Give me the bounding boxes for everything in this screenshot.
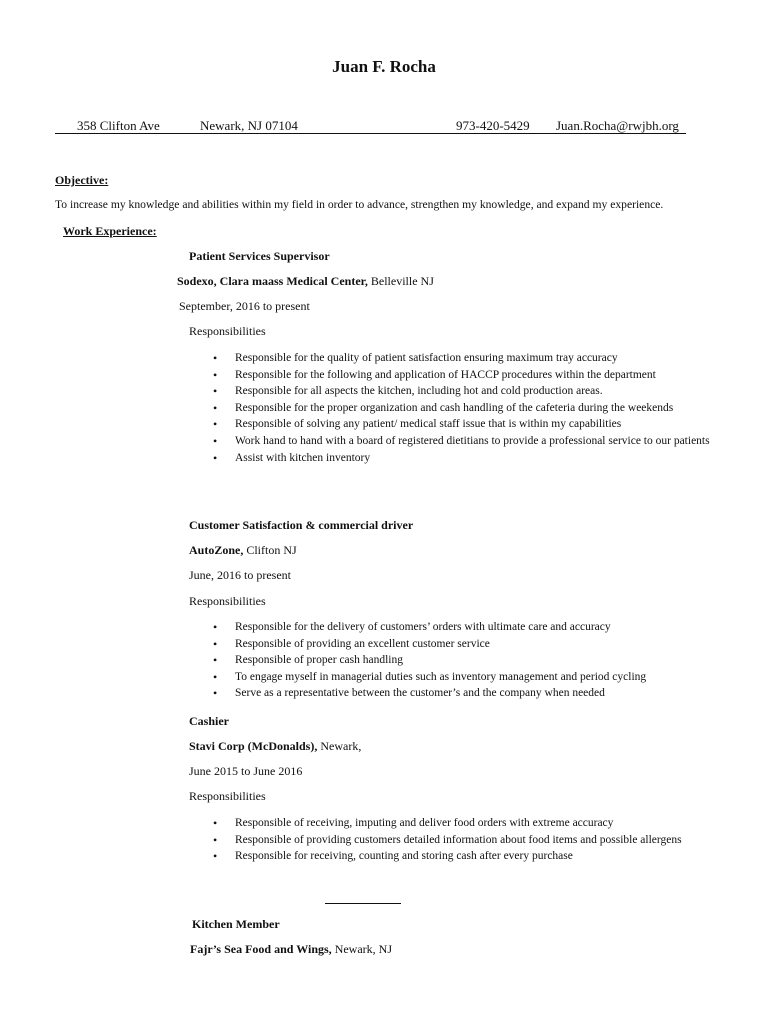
list-item: • Responsible for the quality of patient satisfaction ensuring maximum tray accuracy (213, 350, 714, 367)
list-item: • Responsible of providing an excellent customer service (213, 636, 723, 653)
job-employer: Sodexo, Clara maass Medical Center, (177, 274, 368, 288)
list-item: • Responsible of proper cash handling (213, 652, 723, 669)
resume-name: Juan F. Rocha (332, 57, 436, 76)
list-item: • Responsible for all aspects the kitchen, including hot and cold production areas. (213, 383, 714, 400)
list-item: • Responsible of solving any patient/ medical staff issue that is within my capabilities (213, 416, 714, 433)
list-item: • Responsible for the proper organization and cash handling of the cafeteria during the weekends (213, 400, 714, 417)
job-location: Newark, (317, 739, 362, 753)
list-item: • Responsible for the delivery of customers’ orders with ultimate care and accuracy (213, 619, 723, 636)
list-item: • Work hand to hand with a board of registered dietitians to provide a professional service to our patients (213, 433, 714, 450)
contact-street: 358 Clifton Ave (77, 118, 160, 133)
job-title: Cashier (189, 714, 229, 728)
list-item: • Responsible for receiving, counting and storing cash after every purchase (213, 848, 714, 865)
list-item: • Serve as a representative between the customer’s and the company when needed (213, 685, 723, 702)
job-title: Patient Services Supervisor (189, 249, 330, 263)
job-location: Belleville NJ (367, 274, 434, 288)
job-dates: June 2015 to June 2016 (189, 764, 303, 778)
responsibilities-label: Responsibilities (189, 324, 266, 338)
job-employer: AutoZone, (189, 543, 244, 557)
job-employer-line (190, 942, 392, 957)
responsibilities-label: Responsibilities (189, 594, 266, 608)
work-experience-heading: Work Experience: (63, 224, 157, 238)
job-employer-line (177, 274, 434, 289)
job-employer: Fajr’s Sea Food and Wings, (190, 942, 332, 956)
responsibilities-list (213, 350, 714, 466)
job-title: Customer Satisfaction & commercial driver (189, 518, 414, 532)
contact-phone: 973-420-5429 (456, 118, 530, 133)
contact-city: Newark, NJ 07104 (200, 118, 298, 133)
job-title: Kitchen Member (192, 917, 280, 931)
contact-email[interactable]: Juan.Rocha@rwjbh.org (556, 118, 679, 133)
separator-line (325, 903, 401, 904)
list-item: • To engage myself in managerial duties such as inventory management and period cycling (213, 669, 723, 686)
list-item: • Responsible for the following and application of HACCP procedures within the department (213, 367, 714, 384)
job-location: Newark, NJ (331, 942, 393, 956)
list-item: • Responsible of receiving, imputing and deliver food orders with extreme accuracy (213, 815, 714, 832)
responsibilities-list (213, 619, 723, 702)
objective-heading: Objective: (55, 173, 109, 187)
objective-text: To increase my knowledge and abilities within my field in order to advance, strengthen my knowledge, and expand my experience. (55, 198, 664, 211)
job-employer: Stavi Corp (McDonalds), (189, 739, 318, 753)
list-item: • Assist with kitchen inventory (213, 450, 714, 467)
list-item: • Responsible of providing customers detailed information about food items and possible allergens (213, 832, 714, 849)
job-dates: June, 2016 to present (189, 568, 291, 582)
job-dates: September, 2016 to present (179, 299, 310, 313)
responsibilities-list (213, 815, 714, 865)
job-employer-line (189, 543, 297, 558)
responsibilities-label: Responsibilities (189, 789, 266, 803)
job-location: Clifton NJ (243, 543, 297, 557)
job-employer-line (189, 739, 361, 754)
